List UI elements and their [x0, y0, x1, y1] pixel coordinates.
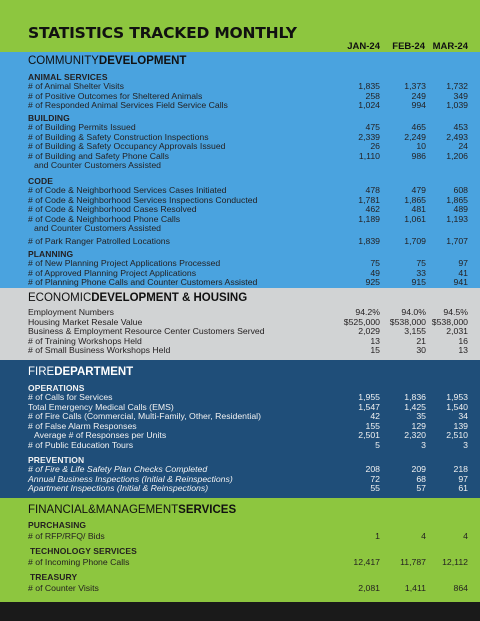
stat-value-mar: 24	[458, 141, 468, 151]
stat-value-feb: $538,000	[389, 316, 426, 327]
stat-value-jan: 5	[375, 439, 380, 450]
financial-management-section	[0, 498, 480, 602]
stat-value-jan: 475	[365, 122, 380, 132]
stat-value-jan: 26	[370, 141, 380, 151]
stat-row	[28, 484, 468, 494]
stat-row	[28, 558, 468, 568]
subsection-heading: ANIMAL SERVICES	[28, 72, 108, 82]
subsection-heading: TECHNOLOGY SERVICES	[30, 546, 137, 556]
stat-value-jan: 478	[365, 185, 380, 195]
stat-label: # of Building Permits Issued	[28, 122, 136, 132]
subsection-heading: TREASURY	[30, 572, 78, 582]
stat-value-jan: 1,955	[358, 392, 380, 402]
stat-value-jan: 2,501	[358, 430, 380, 440]
stat-value-jan: 94.2%	[355, 307, 380, 317]
stat-value-jan: 1,839	[358, 235, 380, 246]
stat-value-jan: 1,024	[358, 100, 380, 110]
stat-label: # of False Alarm Responses	[28, 420, 137, 431]
stat-value-mar: 97	[458, 258, 468, 268]
section-title-fire: FIREDEPARTMENT	[28, 366, 134, 378]
stat-row	[28, 532, 468, 542]
stat-value-jan: 155	[365, 420, 380, 431]
stat-value-mar: 349	[453, 90, 468, 101]
stat-value-mar: 1,707	[446, 235, 468, 246]
stat-label: # of Incoming Phone Calls	[28, 557, 130, 567]
stat-value-feb: 30	[416, 345, 426, 355]
stat-label: Housing Market Resale Value	[28, 316, 143, 327]
stat-label: Apartment Inspections (Initial & Reinspections)	[28, 483, 209, 493]
stat-value-mar: 489	[453, 204, 468, 214]
stat-row	[28, 161, 468, 171]
stat-value-jan: 208	[365, 464, 380, 474]
stat-value-feb: 1,836	[404, 392, 426, 402]
stat-label: # of Training Workshops Held	[28, 335, 142, 346]
stat-value-mar: 1,039	[446, 100, 468, 110]
stat-value-mar: 218	[453, 464, 468, 474]
column-header-jan: JAN-24	[347, 41, 380, 52]
community-development-section	[0, 52, 480, 288]
stat-label: # of Code & Neighborhood Cases Resolved	[28, 204, 197, 214]
stat-value-mar: 97	[458, 473, 468, 484]
stat-value-mar: 139	[453, 420, 468, 431]
stat-value-mar: 1,865	[446, 194, 468, 205]
stat-value-feb: 35	[416, 411, 426, 421]
stat-value-mar: 3	[463, 439, 468, 450]
stat-value-mar: 94.5%	[443, 307, 468, 317]
stat-value-jan: 1,189	[358, 213, 380, 224]
page-title: STATISTICS TRACKED MONTHLY	[28, 24, 297, 42]
stat-value-jan: 462	[365, 204, 380, 214]
stat-value-feb: 986	[411, 150, 426, 161]
stat-value-jan: 2,081	[358, 583, 380, 593]
stat-value-mar: 864	[453, 583, 468, 593]
stat-label: Employment Numbers	[28, 307, 114, 317]
stat-label: and Counter Customers Assisted	[34, 223, 161, 233]
stat-value-feb: 1,709	[404, 235, 426, 246]
stat-label: # of Responded Animal Services Field Service Calls	[28, 100, 228, 110]
stat-label: Total Emergency Medical Calls (EMS)	[28, 401, 174, 412]
economic-development-section	[0, 288, 480, 360]
stat-value-jan: 12,417	[353, 557, 380, 567]
column-header-feb: FEB-24	[392, 41, 425, 52]
subsection-heading: PURCHASING	[28, 520, 87, 530]
stat-value-feb: 1,411	[404, 583, 426, 593]
stat-value-feb: 3,155	[404, 326, 426, 336]
stat-value-feb: 68	[416, 473, 426, 484]
stat-label: # of RFP/RFQ/ Bids	[28, 531, 105, 541]
stat-value-mar: 2,493	[446, 131, 468, 142]
stat-value-jan: 925	[365, 277, 380, 287]
stat-value-jan: 1,547	[358, 401, 380, 412]
stat-value-jan: 42	[370, 411, 380, 421]
stat-value-jan: 15	[370, 345, 380, 355]
stat-value-feb: 2,320	[404, 430, 426, 440]
stat-value-mar: 12,112	[442, 557, 468, 567]
stat-value-mar: 608	[453, 185, 468, 195]
stat-label: # of Calls for Services	[28, 392, 113, 402]
stat-value-jan: 1	[375, 531, 380, 541]
stat-value-mar: 2,510	[446, 430, 468, 440]
stat-value-feb: 33	[416, 267, 426, 278]
stat-value-feb: 249	[411, 90, 426, 101]
stat-label: # of Code & Neighborhood Services Inspections Conducted	[28, 194, 258, 205]
stat-label: # of Park Ranger Patrolled Locations	[28, 235, 170, 246]
stat-label: # of Counter Visits	[28, 583, 99, 593]
stat-value-feb: 915	[411, 277, 426, 287]
stat-label: # of Code & Neighborhood Services Cases Initiated	[28, 185, 227, 195]
stat-label: # of Building and Safety Phone Calls	[28, 150, 170, 161]
stat-value-feb: 1,425	[404, 401, 426, 412]
stat-value-mar: 34	[458, 411, 468, 421]
stat-value-mar: 1,953	[446, 392, 468, 402]
stat-value-mar: $538,000	[431, 316, 468, 327]
stat-label: # of Positive Outcomes for Sheltered Animals	[28, 90, 203, 101]
section-title-financial: FINANCIAL&MANAGEMENTSERVICES	[28, 504, 237, 516]
stat-value-feb: 465	[411, 122, 426, 132]
stat-value-feb: 994	[411, 100, 426, 110]
stat-label: Business & Employment Resource Center Customers Served	[28, 326, 265, 336]
stat-value-mar: 16	[458, 335, 468, 346]
stat-value-feb: 10	[416, 141, 426, 151]
stat-label: and Counter Customers Assisted	[34, 160, 161, 170]
stat-value-jan: 1,110	[358, 150, 380, 161]
subsection-heading: CODE	[28, 176, 53, 186]
stat-value-feb: 94.0%	[401, 307, 426, 317]
footer-bar	[0, 602, 480, 621]
stat-value-mar: 4	[463, 531, 468, 541]
stat-value-feb: 481	[411, 204, 426, 214]
stat-row	[28, 346, 468, 356]
stat-value-jan: 2,339	[358, 131, 380, 142]
stat-value-mar: 453	[453, 122, 468, 132]
stat-value-jan: 258	[365, 90, 380, 101]
stat-label: # of Animal Shelter Visits	[28, 81, 124, 91]
section-title-economic: ECONOMICDEVELOPMENT & HOUSING	[28, 292, 248, 304]
section-title-community: COMMUNITYDEVELOPMENT	[28, 55, 187, 67]
stat-value-feb: 1,061	[404, 213, 426, 224]
stat-value-jan: 49	[370, 267, 380, 278]
stat-label: Annual Business Inspections (Initial & Reinspections)	[28, 473, 233, 484]
stat-row	[28, 101, 468, 111]
stat-value-feb: 209	[411, 464, 426, 474]
subsection-heading: BUILDING	[28, 113, 70, 123]
stat-value-jan: 2,029	[358, 326, 380, 336]
stat-row	[28, 278, 468, 288]
stat-value-jan: $525,000	[343, 316, 380, 327]
stat-row	[28, 441, 468, 451]
stat-value-mar: 2,031	[446, 326, 468, 336]
stat-value-feb: 11,787	[400, 557, 426, 567]
fire-department-section	[0, 360, 480, 498]
stat-value-mar: 1,193	[446, 213, 468, 224]
stat-value-feb: 1,373	[404, 81, 426, 91]
stat-label: # of Fire Calls (Commercial, Multi-Family, Other, Residential)	[28, 411, 262, 421]
stat-label: # of Approved Planning Project Applications	[28, 267, 197, 278]
stat-row	[28, 224, 468, 234]
stat-value-feb: 57	[416, 483, 426, 493]
stat-label: # of Planning Phone Calls and Counter Customers Assisted	[28, 277, 258, 287]
stat-value-jan: 13	[370, 335, 380, 346]
stat-value-mar: 13	[458, 345, 468, 355]
stat-value-jan: 1,781	[358, 194, 380, 205]
subsection-heading: OPERATIONS	[28, 383, 85, 393]
stat-value-jan: 55	[370, 483, 380, 493]
stat-label: # of Fire & Life Safety Plan Checks Completed	[28, 464, 208, 474]
subsection-heading: PREVENTION	[28, 455, 85, 465]
stat-row	[28, 237, 468, 247]
stat-label: # of Code & Neighborhood Phone Calls	[28, 213, 181, 224]
stat-label: # of New Planning Project Applications Processed	[28, 258, 221, 268]
stat-value-feb: 75	[416, 258, 426, 268]
stat-value-feb: 129	[411, 420, 426, 431]
subsection-heading: PLANNING	[28, 249, 74, 259]
stat-label: # of Small Business Workshops Held	[28, 345, 171, 355]
stat-value-mar: 1,540	[446, 401, 468, 412]
stat-label: Average # of Responses per Units	[34, 430, 167, 440]
stat-value-feb: 2,249	[404, 131, 426, 142]
stat-label: # of Public Education Tours	[28, 439, 134, 450]
stat-value-feb: 21	[416, 335, 426, 346]
stat-value-mar: 1,206	[446, 150, 468, 161]
stat-value-jan: 75	[370, 258, 380, 268]
stat-value-mar: 941	[453, 277, 468, 287]
stat-label: # of Building & Safety Construction Inspections	[28, 131, 209, 142]
stat-value-jan: 72	[370, 473, 380, 484]
stat-value-jan: 1,835	[358, 81, 380, 91]
stat-label: # of Building & Safety Occupancy Approvals Issued	[28, 141, 226, 151]
column-header-mar: MAR-24	[432, 41, 468, 52]
stat-value-feb: 3	[421, 439, 426, 450]
stat-value-mar: 1,732	[446, 81, 468, 91]
stat-value-mar: 61	[458, 483, 468, 493]
stat-value-feb: 1,865	[404, 194, 426, 205]
stat-row	[28, 584, 468, 594]
stat-value-mar: 41	[458, 267, 468, 278]
stat-value-feb: 479	[411, 185, 426, 195]
stat-value-feb: 4	[421, 531, 426, 541]
